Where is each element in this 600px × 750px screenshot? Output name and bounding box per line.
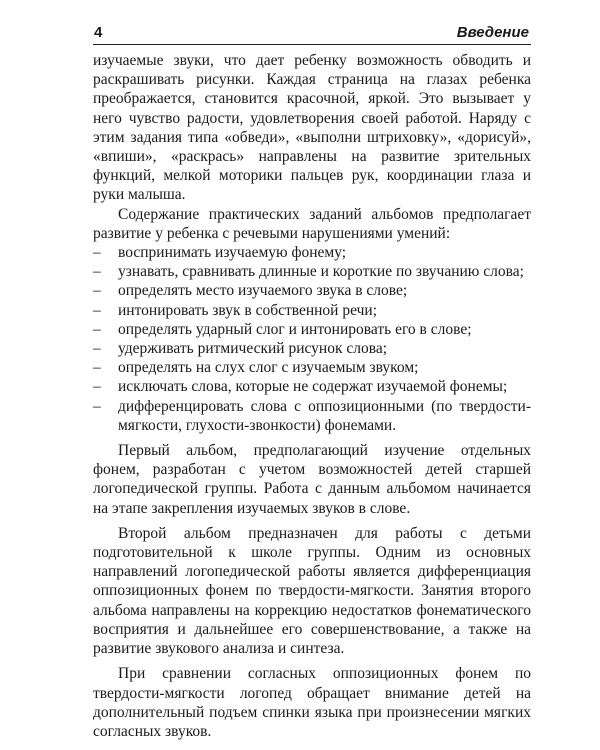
dash-bullet: –: [93, 359, 101, 377]
dash-bullet: –: [93, 320, 101, 338]
paragraph-skills-intro: Содержание практических заданий альбомов предполагает развитие у ребенка с речевыми нарушениями умений:: [93, 205, 531, 242]
list-item-text: исключать слова, которые не содержат изучаемой фонемы;: [118, 378, 508, 396]
dash-bullet: –: [93, 282, 101, 300]
section-title: Введение: [456, 24, 529, 41]
paragraph-first-album: Первый альбом, предполагающий изучение отдельных фонем, разработан с учетом возможностей детей старшей логопедической группы. Работа с данным альбомом начинается на этапе закрепления изучаемых звуков в слове.: [93, 442, 531, 517]
list-item-text: дифференцировать слова с оппозиционными (по твердости-мягкости, глухости-звонкости) фонемами.: [118, 397, 531, 434]
list-item-text: воспринимать изучаемую фонему;: [118, 244, 347, 262]
list-item-text: узнавать, сравнивать длинные и короткие по звучанию слова;: [118, 263, 524, 281]
dash-bullet: –: [93, 263, 101, 281]
list-item: [93, 339, 531, 358]
list-item-text: интонировать звук в собственной речи;: [118, 301, 377, 319]
paragraph-second-album: Второй альбом предназначен для работы с детьми подготовительной к школе группы. Одним из основных направлений логопедической работы является дифференциация оппозиционных фонем по твердости-мягкости. Занятия второго альбома направлены на коррекцию недостатков фонематического восприятия и дальнейшее его совершенствование, а также на развитие звукового анализа и синтеза.: [93, 524, 531, 658]
skills-list: [93, 243, 531, 435]
dash-bullet: –: [93, 244, 101, 262]
list-item-text: удерживать ритмический рисунок слова;: [118, 340, 388, 358]
list-item: [93, 358, 531, 377]
list-item: [93, 377, 531, 396]
dash-bullet: –: [93, 397, 101, 415]
page-number: 4: [94, 24, 103, 41]
list-item-text: определять на слух слог с изучаемым звуком;: [118, 359, 419, 377]
list-item: [93, 281, 531, 300]
list-item-text: определять ударный слог и интонировать его в слове;: [118, 320, 472, 338]
list-item: [93, 243, 531, 262]
list-item: [93, 301, 531, 320]
list-item: [93, 320, 531, 339]
dash-bullet: –: [93, 340, 101, 358]
paragraph-comparison: При сравнении согласных оппозиционных фонем по твердости-мягкости логопед обращает внимание детей на дополнительный подъем спинки языка при произнесении мягких согласных звуков.: [93, 665, 531, 740]
list-item: [93, 397, 531, 435]
paragraph-continued: изучаемые звуки, что дает ребенку возможность обводить и раскрашивать рисунки. Каждая страница на глазах ребенка преображается, становится красочной, яркой. Это вызывает у него чувство радости, удовлетворения своей работой. Наряду с этим задания типа «обведи», «выполни штриховку», «дорисуй», «впиши», «раскрась» направлены на развитие зрительных функций, мелкой моторики пальцев рук, координации глаза и руки малыша.: [93, 52, 531, 204]
dash-bullet: –: [93, 378, 101, 396]
list-item-text: определять место изучаемого звука в слове;: [118, 282, 408, 300]
running-header: [93, 24, 531, 45]
dash-bullet: –: [93, 301, 101, 319]
list-item: [93, 262, 531, 281]
page-body: [93, 51, 531, 741]
